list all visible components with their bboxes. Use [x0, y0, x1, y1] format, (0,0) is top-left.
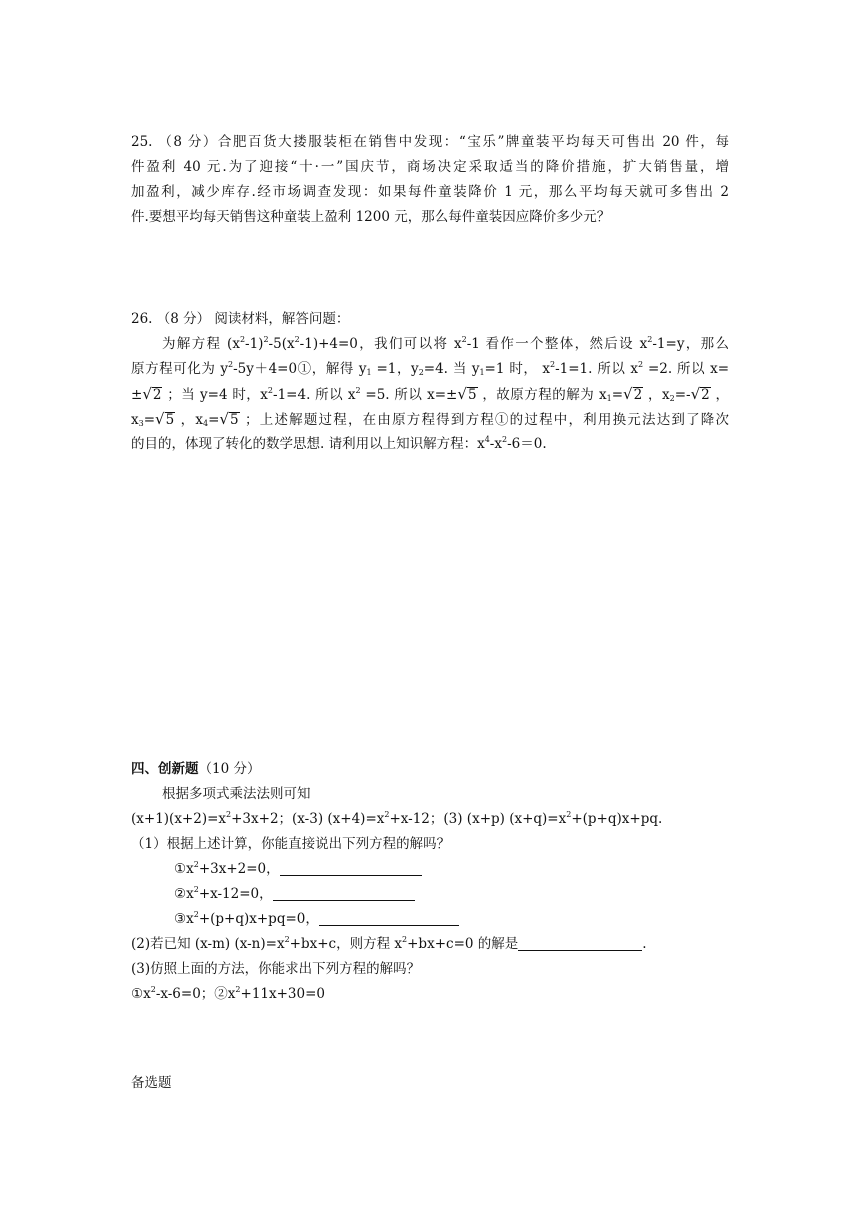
- question-26: [131, 307, 729, 457]
- question-25: [131, 130, 729, 230]
- section-innovation: [131, 757, 729, 1007]
- section-intro: 根据多项式乘法法则可知: [162, 786, 311, 802]
- part-2-prompt: (2)若已知 (x-m) $(x-n)=x^2+bx+c$，则方程 $x^2+bx+c=0$ 的解是 .: [131, 935, 647, 952]
- equation-3: $③x^2+(p+q)x+pq=0$，: [131, 907, 729, 932]
- part-3-prompt: (3)仿照上面的方法，你能求出下列方程的解吗？: [131, 961, 421, 977]
- sqrt-symbol: √2: [142, 385, 162, 403]
- equation-1: $①x^2+3x+2=0$，: [131, 857, 729, 882]
- q26-material-line: 原方程可化为 $y^2-5y+4=0①$，解得 $y_1 =1$，$y_2=4$. 当 $y_1=1$ 时， $x^2-1=1$. 所以 $x^2 =2$. 所以 x=: [131, 360, 730, 377]
- q25-line: 加盈利，减少库存.经市场调查发现：如果每件童装降价 1 元，那么平均每天就可多售出 2: [131, 184, 729, 200]
- q26-material-line: 的目的，体现了转化的数学思想. 请利用以上知识解方程：$x^4-x^2-6=0$.: [131, 435, 547, 452]
- q26-material-line: $x_3=√5$ ，$x_4=√5$ ；上述解题过程，在由原方程得到方程①的过程中，利用换元法达到了降次: [131, 407, 729, 432]
- sqrt-symbol: √2: [690, 385, 710, 403]
- q25-line: 件.要想平均每天销售这种童装上盈利 1200 元，那么每件童装因应降价多少元？: [131, 209, 611, 225]
- q26-material-line: 为解方程 $(x^2-1)^2-5(x^2-1)+4=0$，我们可以将 $x^2-1$ 看作一个整体，然后设 $x^2-1=y$，那么: [162, 335, 730, 352]
- sqrt-symbol: √2: [623, 385, 643, 403]
- sqrt-symbol: √5: [155, 410, 175, 428]
- q26-material-line: ±√2 ；当 y=4 时，$x^2-1=4$. 所以 $x^2 =5$. 所以 x=±√5 ，故原方程的解为 $x_1=√2$ ，$x_2=-√2$ ，: [131, 382, 729, 407]
- formula-line: $(x+1)(x+2)=x^2+3x+2$；(x-3) $(x+4)=x^2+x-12$；(3) (x+p) $(x+q)=x^2+(p+q)x+pq$.: [131, 810, 663, 827]
- spare-questions-heading: [131, 1071, 729, 1096]
- spare-title: 备选题: [131, 1075, 172, 1091]
- equation-2: $②x^2+x-12=0$，: [131, 882, 729, 907]
- part-1-prompt: （1）根据上述计算，你能直接说出下列方程的解吗？: [131, 836, 451, 852]
- sqrt-symbol: √5: [457, 385, 477, 403]
- q25-line: 25. （8 分）合肥百货大搂服装柜在销售中发现：“宝乐”牌童装平均每天可售出 20 件，每: [131, 134, 729, 150]
- answer-blank[interactable]: [273, 886, 415, 901]
- part-3-equations: $①x^2-x-6=0$；$②x^2+11x+30=0$: [131, 985, 326, 1002]
- q25-line: 件盈利 40 元.为了迎接“十·一”国庆节，商场决定采取适当的降价措施，扩大销售量，增: [131, 159, 729, 175]
- section-title: 四、创新题（10 分）: [131, 761, 261, 777]
- answer-blank[interactable]: [518, 936, 642, 951]
- answer-blank[interactable]: [319, 911, 459, 926]
- q26-heading: 26. （8 分） 阅读材料，解答问题：: [131, 311, 350, 327]
- sqrt-symbol: √5: [219, 410, 239, 428]
- answer-blank[interactable]: [280, 861, 422, 876]
